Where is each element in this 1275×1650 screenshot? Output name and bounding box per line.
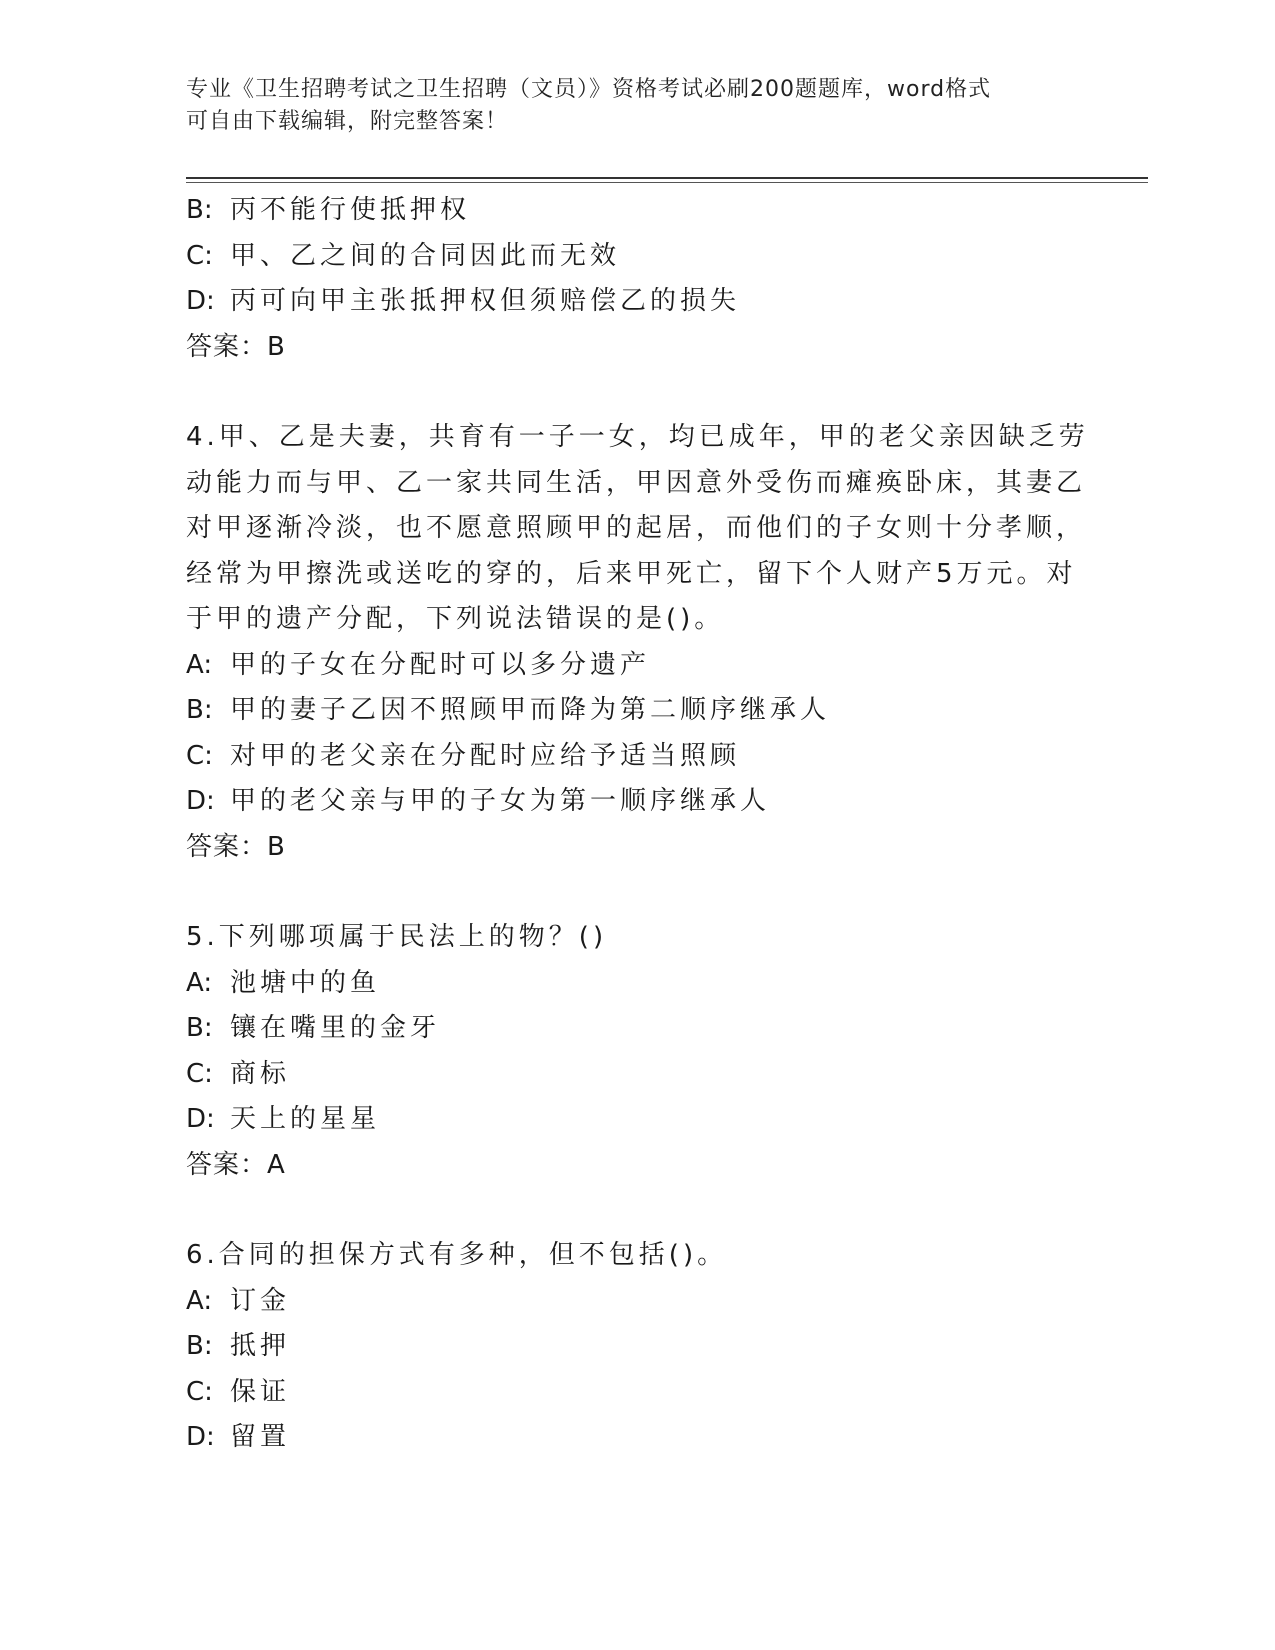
option-key: D: xyxy=(186,786,215,816)
option-text: 丙可向甲主张抵押权但须赔偿乙的损失 xyxy=(230,286,741,316)
option-text: 订金 xyxy=(230,1285,291,1316)
question-content xyxy=(186,188,1089,1461)
question-3-options xyxy=(186,188,1066,325)
option-key: B: xyxy=(186,695,213,725)
question-4-answer: 答案：B xyxy=(186,831,286,862)
option-key: B: xyxy=(186,1013,213,1043)
question-4-options xyxy=(186,643,1066,825)
question-5-stem: 5.下列哪项属于民法上的物？() xyxy=(186,922,608,952)
stem-line: 经常为甲擦洗或送吃的穿的，后来甲死亡，留下个人财产5万元。对 xyxy=(186,558,1077,589)
option-c xyxy=(186,1052,1066,1098)
spacer xyxy=(186,370,1066,415)
question-5-answer: 答案：A xyxy=(186,1149,286,1180)
header-title-line-2: 可自由下载编辑，附完整答案！ xyxy=(186,109,509,134)
document-header xyxy=(186,74,1066,138)
option-key: D: xyxy=(186,286,215,316)
option-key: C: xyxy=(186,1376,213,1407)
question-3-answer: 答案：B xyxy=(186,331,286,362)
option-key: A: xyxy=(186,1285,213,1316)
option-text: 甲、乙之间的合同因此而无效 xyxy=(230,240,621,271)
option-b xyxy=(186,1006,1066,1052)
option-text: 保证 xyxy=(230,1376,291,1407)
option-text: 丙不能行使抵押权 xyxy=(230,195,471,225)
option-text: 甲的子女在分配时可以多分遗产 xyxy=(230,649,651,680)
option-d xyxy=(186,1097,1066,1143)
option-text: 池塘中的鱼 xyxy=(230,967,381,998)
header-divider-thick xyxy=(186,177,1148,179)
question-6-options xyxy=(186,1279,1066,1461)
option-key: B: xyxy=(186,1331,213,1361)
header-divider-thin xyxy=(186,182,1148,183)
option-text: 留置 xyxy=(230,1422,291,1452)
option-key: C: xyxy=(186,240,213,271)
option-b xyxy=(186,688,1066,734)
question-4-stem xyxy=(186,415,1089,643)
option-text: 抵押 xyxy=(230,1331,291,1361)
option-c xyxy=(186,234,1066,280)
question-6-stem: 6.合同的担保方式有多种，但不包括()。 xyxy=(186,1240,728,1270)
stem-line: 动能力而与甲、乙一家共同生活，甲因意外受伤而瘫痪卧床，其妻乙 xyxy=(186,467,1087,498)
option-key: B: xyxy=(186,195,213,225)
option-key: C: xyxy=(186,1058,213,1089)
option-key: A: xyxy=(186,967,213,998)
option-key: D: xyxy=(186,1104,215,1134)
spacer xyxy=(186,870,1066,915)
option-text: 对甲的老父亲在分配时应给予适当照顾 xyxy=(230,740,741,771)
stem-line: 对甲逐渐冷淡，也不愿意照顾甲的起居，而他们的子女则十分孝顺， xyxy=(186,513,1087,543)
option-key: C: xyxy=(186,740,213,771)
option-text: 甲的老父亲与甲的子女为第一顺序继承人 xyxy=(230,786,771,816)
option-a xyxy=(186,961,1066,1007)
option-text: 甲的妻子乙因不照顾甲而降为第二顺序继承人 xyxy=(230,695,831,725)
question-5-options xyxy=(186,961,1066,1143)
option-c xyxy=(186,1370,1066,1416)
option-text: 镶在嘴里的金牙 xyxy=(230,1013,441,1043)
option-a xyxy=(186,643,1066,689)
option-b xyxy=(186,1324,1066,1370)
option-a xyxy=(186,1279,1066,1325)
option-d xyxy=(186,279,1066,325)
spacer xyxy=(186,1188,1066,1233)
option-key: A: xyxy=(186,649,213,680)
option-key: D: xyxy=(186,1422,215,1452)
stem-line: 于甲的遗产分配，下列说法错误的是()。 xyxy=(186,604,725,634)
option-c xyxy=(186,734,1066,780)
option-text: 商标 xyxy=(230,1058,291,1089)
stem-line: 4.甲、乙是夫妻，共育有一子一女，均已成年，甲的老父亲因缺乏劳 xyxy=(186,422,1089,452)
option-b xyxy=(186,188,1066,234)
option-d xyxy=(186,1415,1066,1461)
header-title-line-1: 专业《卫生招聘考试之卫生招聘（文员）》资格考试必刷200题题库，word格式 xyxy=(186,77,992,102)
option-text: 天上的星星 xyxy=(230,1104,381,1134)
option-d xyxy=(186,779,1066,825)
